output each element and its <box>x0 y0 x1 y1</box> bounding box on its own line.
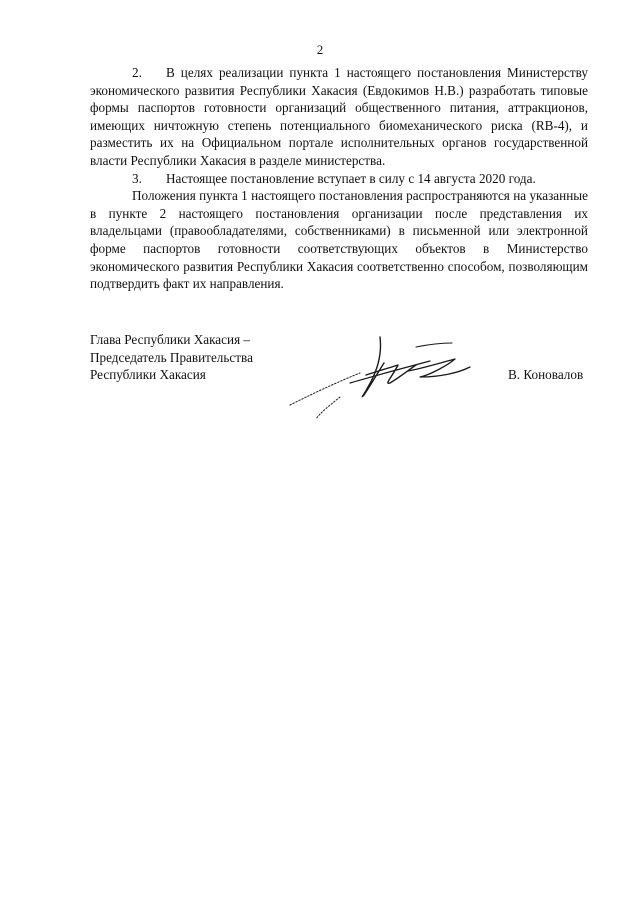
paragraph-provisions <box>90 187 588 293</box>
signatory-title-line: Председатель Правительства <box>90 349 253 365</box>
handwritten-signature <box>280 325 480 425</box>
paragraph-text: В целях реализации пункта 1 настоящего постановления Министерству экономического развития Республики Хакасия (Евдокимов Н.В.) разработать типовые формы паспортов готовности организаций общественного питания, аттракционов, имеющих ничтожную степень потенциального биомеханического риска (RB-4), и разместить их на Официальном портале исполнительных органов государственной власти Республики Хакасия в разделе министерства. <box>90 65 588 168</box>
paragraph-number: 2. <box>132 65 142 80</box>
signatory-title <box>90 331 253 384</box>
paragraph-text: Настоящее постановление вступает в силу с 14 августа 2020 года. <box>166 170 536 186</box>
paragraph-number: 3. <box>132 170 142 186</box>
page-number: 2 <box>316 42 324 57</box>
paragraph-3 <box>90 170 588 188</box>
document-body <box>90 64 588 293</box>
signatory-title-line: Глава Республики Хакасия – <box>90 332 251 347</box>
paragraph-text: Положения пункта 1 настоящего постановления распространяются на указанные в пункте 2 настоящего постановления организации после представления их владельцами (правообладателями, собственниками) в письменной или электронной форме паспортов готовности соответствующих объектов в Министерство экономического развития Республики Хакасия соответственно способом, позволяющим подтвердить факт их направления. <box>90 188 588 292</box>
paragraph-2 <box>90 64 588 170</box>
signatory-name: В. Коновалов <box>508 367 584 382</box>
signatory-title-line: Республики Хакасия <box>90 367 206 383</box>
